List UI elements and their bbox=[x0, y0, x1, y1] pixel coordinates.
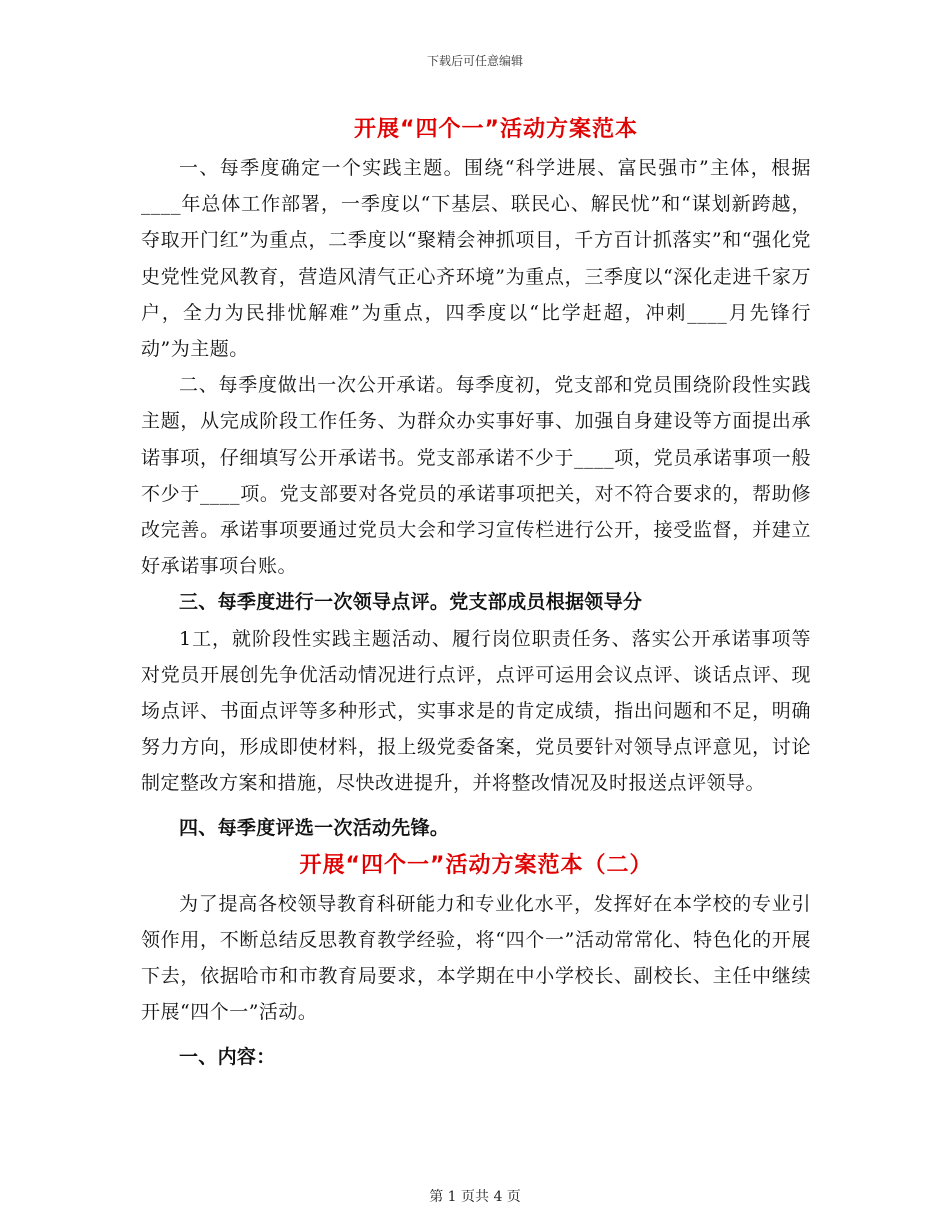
page-footer: 第 1 页共 4 页 bbox=[429, 1189, 521, 1205]
section-2-title: 开展“四个一”活动方案范本（二） bbox=[299, 852, 653, 878]
paragraph-6-heading: 一、内容： bbox=[179, 1045, 276, 1068]
paragraph-3-heading: 三、每季度进行一次领导点评。党支部成员根据领导分 bbox=[179, 591, 643, 614]
page-header: 下载后可任意编辑 bbox=[426, 54, 523, 68]
paragraph-4-heading: 四、每季度评选一次活动先锋。 bbox=[179, 816, 450, 839]
paragraph-5: 为了提高各校领导教育科研能力和专业化水平，发挥好在本学校的专业引领作用，不断总结反思教育教学经验，将“四个一”活动常常化、特色化的开展下去，依据哈市和市教育局要求，本学期在中小学校长、副校长、主任中继续开展“四个一”活动。 bbox=[141, 892, 811, 1024]
paragraph-3-body: 1工，就阶段性实践主题活动、履行岗位职责任务、落实公开承诺事项等对党员开展创先争优活动情况进行点评，点评可运用会议点评、谈话点评、现场点评、书面点评等多种形式，实事求是的肯定成绩，指出问题和不足，明确努力方向，形成即使材料，报上级党委备案，党员要针对领导点评意见，讨论制定整改方案和措施，尽快改进提升，并将整改情况及时报送点评领导。 bbox=[141, 627, 811, 795]
section-1-title: 开展“四个一”活动方案范本 bbox=[354, 117, 638, 142]
paragraph-1: 一、每季度确定一个实践主题。围绕“科学进展、富民强市”主体，根据____年总体工作部署，一季度以“下基层、联民心、解民忧”和“谋划新跨越，夺取开门红”为重点，二季度以“聚精会神抓项目，千方百计抓落实”和“强化党史党性党风教育，营造风清气正心齐环境”为重点，三季度以“深化走进千家万户，全力为民排忧解难”为重点，四季度以“比学赶超，冲刺____月先锋行动”为主题。 bbox=[141, 157, 811, 361]
paragraph-2: 二、每季度做出一次公开承诺。每季度初，党支部和党员围绕阶段性实践主题，从完成阶段工作任务、为群众办实事好事、加强自身建设等方面提出承诺事项，仔细填写公开承诺书。党支部承诺不少于____项，党员承诺事项一般不少于____项。党支部要对各党员的承诺事项把关，对不符合要求的，帮助修改完善。承诺事项要通过党员大会和学习宣传栏进行公开，接受监督，并建立好承诺事项台账。 bbox=[141, 374, 811, 578]
document-body bbox=[141, 110, 811, 1075]
